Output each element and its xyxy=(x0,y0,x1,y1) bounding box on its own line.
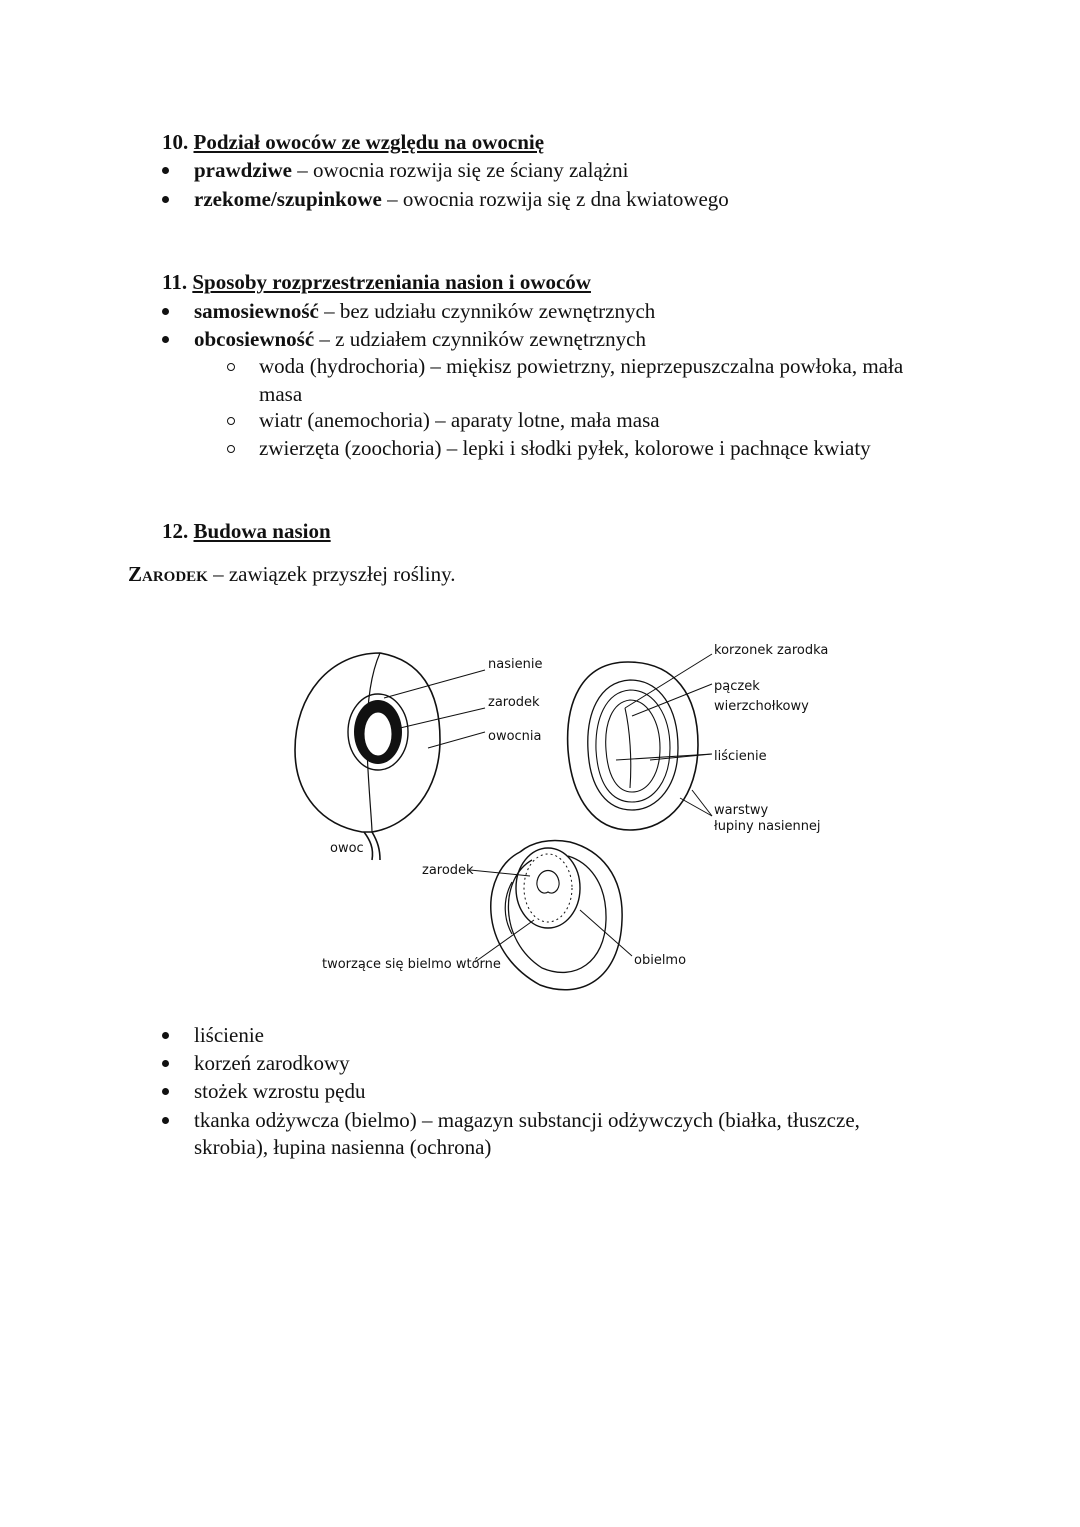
fruit-seed xyxy=(348,694,408,770)
bullet xyxy=(162,1032,169,1039)
label-owoc: owoc xyxy=(330,841,364,856)
bullet xyxy=(162,308,169,315)
sub-list-item: zwierzęta (zoochoria) – lepki i słodki pyłek, kolorowe i pachnące kwiaty xyxy=(259,436,871,460)
label-obielmo: obielmo xyxy=(634,953,687,968)
bullet xyxy=(162,336,169,343)
list-item: tkanka odżywcza (bielmo) – magazyn substancji odżywczych (białka, tłuszcze, xyxy=(194,1108,860,1132)
section-11-heading: 11. Sposoby rozprzestrzeniania nasion i owoców xyxy=(162,270,591,294)
seed-drawing xyxy=(568,662,698,830)
label-zarodek-top: zarodek xyxy=(488,695,540,710)
list-item: liścienie xyxy=(194,1023,264,1047)
label-korzonek: korzonek zarodka xyxy=(714,643,829,658)
label-zarodek-bottom: zarodek xyxy=(422,863,474,878)
section-12-title: Budowa nasion xyxy=(193,519,331,543)
label-paczek-2: wierzchołkowy xyxy=(714,699,809,714)
sub-bullet xyxy=(227,363,235,371)
ovule-drawing xyxy=(491,840,622,989)
section-12-heading: 12. Budowa nasion xyxy=(162,519,331,543)
label-liscienie: liścienie xyxy=(714,749,767,764)
label-nasienie: nasienie xyxy=(488,657,543,672)
list-item: korzeń zarodkowy xyxy=(194,1051,350,1075)
list-item: samosiewność – bez udziału czynników zewnętrznych xyxy=(194,299,656,323)
bullet xyxy=(162,1060,169,1067)
list-item: prawdziwe – owocnia rozwija się ze ściany zalążni xyxy=(194,158,629,182)
section-11-title: Sposoby rozprzestrzeniania nasion i owoców xyxy=(192,270,591,294)
label-tworzace: tworzące się bielmo wtórne xyxy=(322,957,501,972)
sub-bullet xyxy=(227,417,235,425)
sub-bullet xyxy=(227,445,235,453)
list-item-cont: skrobia), łupina nasienna (ochrona) xyxy=(194,1135,492,1159)
sub-list-item: wiatr (anemochoria) – aparaty lotne, mała masa xyxy=(259,408,660,432)
sub-list-item-cont: masa xyxy=(259,382,303,406)
list-item: stożek wzrostu pędu xyxy=(194,1079,366,1103)
bullet xyxy=(162,1117,169,1124)
section-10-heading: 10. Podział owoców ze względu na owocnię xyxy=(162,130,545,154)
sub-list-item: woda (hydrochoria) – miękisz powietrzny, nieprzepuszczalna powłoka, mała xyxy=(259,354,904,378)
label-owocnia: owocnia xyxy=(488,729,542,744)
list-item: rzekome/szupinkowe – owocnia rozwija się z dna kwiatowego xyxy=(194,187,729,211)
bullet xyxy=(162,167,169,174)
label-warstwy-2: łupiny nasiennej xyxy=(714,819,821,834)
section-10-title: Podział owoców ze względu na owocnię xyxy=(193,130,545,154)
bullet xyxy=(162,196,169,203)
label-paczek-1: pączek xyxy=(714,679,760,694)
seed-diagram xyxy=(280,620,840,1010)
label-warstwy-1: warstwy xyxy=(714,803,769,818)
bullet xyxy=(162,1088,169,1095)
list-item: obcosiewność – z udziałem czynników zewnętrznych xyxy=(194,327,646,351)
definition-zarodek: Zarodek – zawiązek przyszłej rośliny. xyxy=(128,562,456,586)
